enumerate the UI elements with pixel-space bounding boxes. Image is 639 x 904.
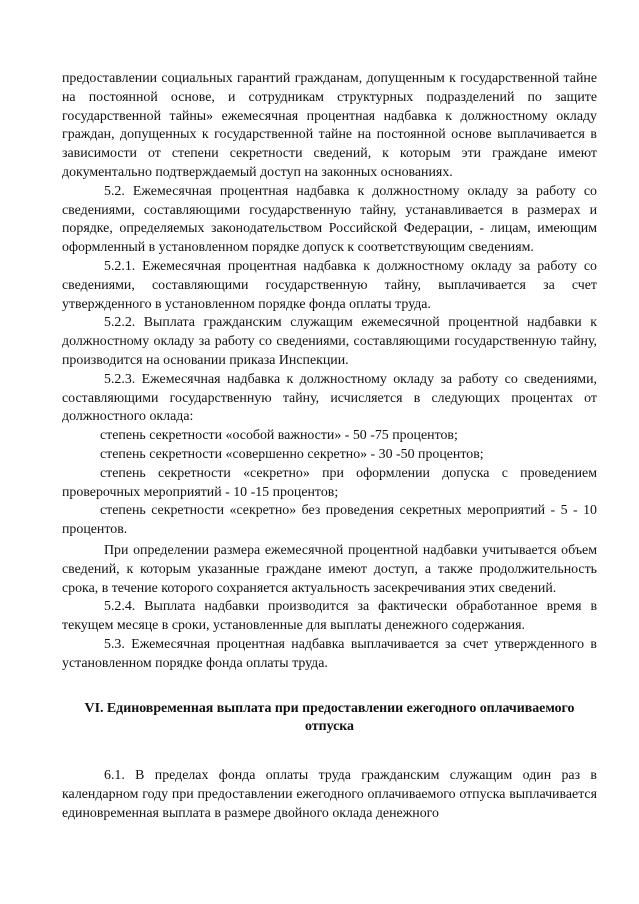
paragraph-6-1: 6.1. В пределах фонда оплаты труда гражданским служащим один раз в календарном году при предоставлении ежегодного оплачиваемого отпуска выплачивается единовременная выплата в размере двойного оклада денежного — [62, 768, 597, 821]
paragraph-5-2: 5.2. Ежемесячная процентная надбавка к должностному окладу за работу со сведениями, составляющими государственную тайну, устанавливается в размерах и порядке, определяемых законодательством Российской Федерации, - лицам, имеющим оформленный в установленном порядке допуск к соответствующим сведениям. — [62, 183, 597, 256]
paragraph-5-2-4: 5.2.4. Выплата надбавки производится за фактически обработанное время в текущем месяце в сроки, установленные для выплаты денежного содержания. — [62, 599, 597, 634]
list-item-secrecy-secret-no-checks: степень секретности «секретно» без проведения секретных мероприятий - 5 - 10 процентов. — [62, 503, 597, 538]
list-item-secrecy-special: степень секретности «особой важности» - 50 -75 процентов; — [100, 428, 458, 444]
paragraph-5-2-3: 5.2.3. Ежемесячная надбавка к должностному окладу за работу со сведениями, составляющими государственную тайну, исчисляется в следующих процентах от должностного оклада: — [62, 371, 597, 425]
paragraph-5-2-2: 5.2.2. Выплата гражданским служащим ежемесячной процентной надбавки к должностному окладу за работу со сведениями, составляющими государственную тайну, производится на основании приказа Инспекции. — [62, 315, 597, 368]
list-item-secrecy-top-secret: степень секретности «совершенно секретно» - 30 -50 процентов; — [100, 446, 484, 462]
list-item-secrecy-secret-with-checks: степень секретности «секретно» при оформлении допуска с проведением проверочных мероприятий - 10 -15 процентов; — [62, 465, 597, 500]
paragraph-5-2-1: 5.2.1. Ежемесячная процентная надбавка к должностному окладу за работу со сведениями, составляющими государственную тайну, выплачивается за счет утвержденного в установленном порядке фонда оплаты труда. — [62, 258, 597, 312]
paragraph-intro-continuation: предоставлении социальных гарантий гражданам, допущенным к государственной тайне на постоянной основе, и сотрудникам структурных подразделений по защите государственной тайны» ежемесячная процентная надбавка к должностному окладу граждан, допущенных к государственной тайне на постоянной основе выплачивается в зависимости от степени секретности сведений, к которым эти граждане имеют документально подтверждаемый доступ на законных основаниях. — [62, 71, 597, 180]
section-title-vi: VI. Единовременная выплата при предоставлении ежегодного оплачиваемого отпуска — [84, 700, 575, 735]
paragraph-5-3: 5.3. Ежемесячная процентная надбавка выплачивается за счет утвержденного в установленном порядке фонда оплаты труда. — [62, 636, 597, 671]
paragraph-size-determination: При определении размера ежемесячной процентной надбавки учитывается объем сведений, к которым указанные граждане имеют доступ, а также продолжительность срока, в течение которого сохраняется актуальность засекречивания этих сведений. — [62, 542, 597, 596]
